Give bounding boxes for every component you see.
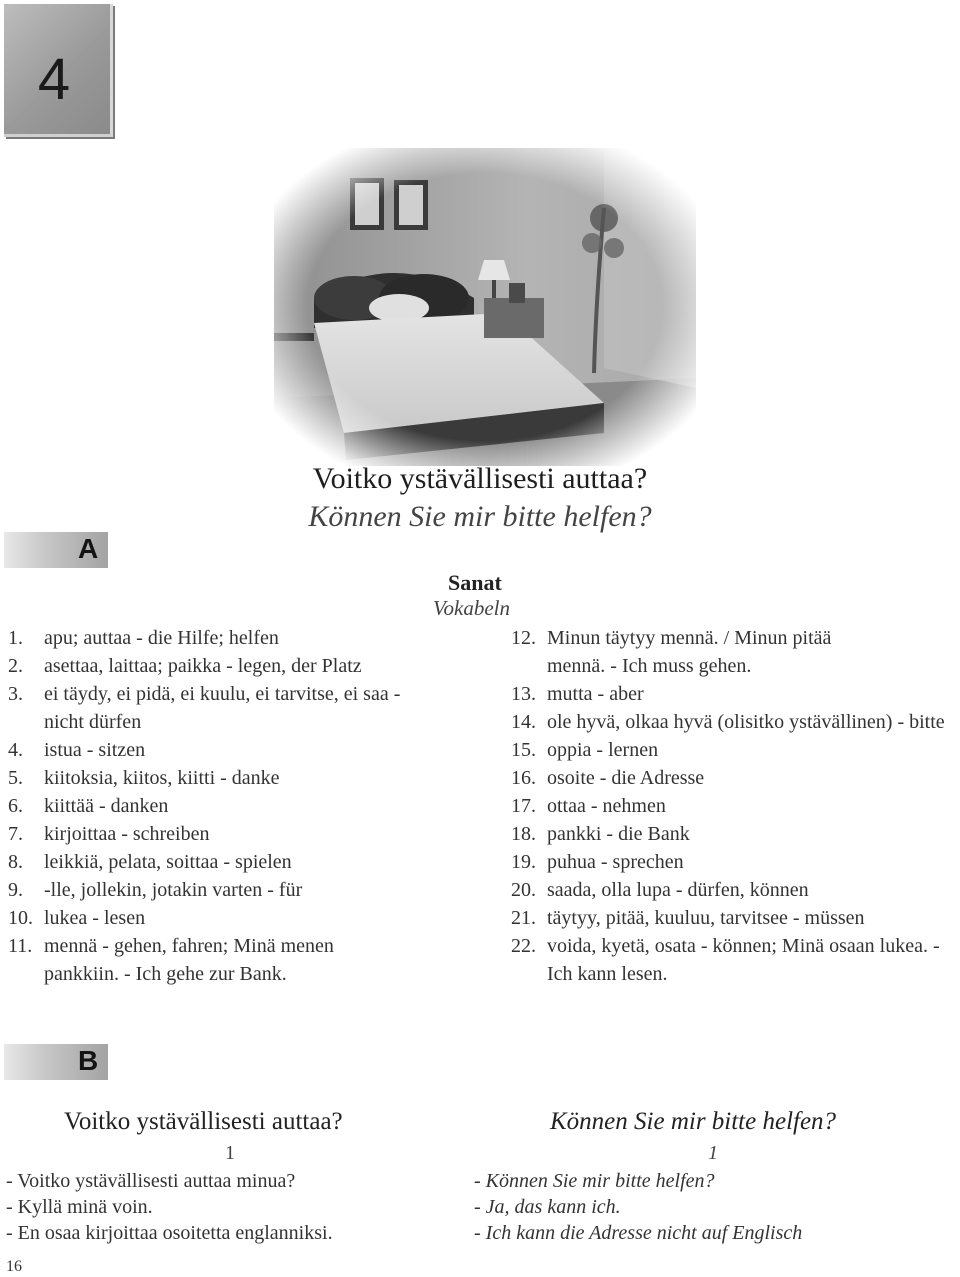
dialogue-title-finnish: Voitko ystävällisesti auttaa? [64, 1108, 343, 1135]
item-number: 9. [8, 879, 23, 901]
item-number: 18. [511, 823, 536, 845]
item-number: 6. [8, 795, 23, 817]
dialogue-line: - Ich kann die Adresse nicht auf Englisch [474, 1222, 803, 1244]
item-text: kiittää - danken [44, 795, 169, 817]
item-number: 19. [511, 851, 536, 873]
item-number: 8. [8, 851, 23, 873]
item-text: ei täydy, ei pidä, ei kuulu, ei tarvitse, ei saa - nicht dürfen [44, 683, 401, 733]
dialogue-number-german: 1 [708, 1142, 718, 1164]
item-number: 14. [511, 711, 536, 733]
item-number: 3. [8, 683, 23, 705]
dialogue-title-german: Können Sie mir bitte helfen? [550, 1108, 837, 1135]
list-item [8, 876, 448, 904]
list-item [511, 792, 960, 820]
list-item [511, 904, 960, 932]
item-text: apu; auttaa - die Hilfe; helfen [44, 627, 279, 649]
dialogue-line: - Können Sie mir bitte helfen? [474, 1170, 715, 1192]
item-text: oppia - lernen [547, 739, 659, 761]
title-finnish: Voitko ystävällisesti auttaa? [312, 462, 648, 495]
item-number: 7. [8, 823, 23, 845]
list-item [511, 932, 947, 988]
dialogue-lines-finnish [6, 1168, 446, 1246]
item-number: 10. [8, 907, 33, 929]
item-number: 20. [511, 879, 536, 901]
item-number: 22. [511, 935, 536, 957]
item-text: lukea - lesen [44, 907, 146, 929]
section-letter: B [78, 1045, 99, 1076]
item-text: pankki - die Bank [547, 823, 690, 845]
item-text: -lle, jollekin, jotakin varten - für [44, 879, 303, 901]
item-number: 16. [511, 767, 536, 789]
item-number: 17. [511, 795, 536, 817]
item-number: 11. [8, 935, 33, 957]
list-item [8, 904, 448, 932]
item-number: 2. [8, 655, 23, 677]
vocab-list-right [511, 624, 960, 988]
dialogue-line: - Kyllä minä voin. [6, 1196, 153, 1218]
item-text: täytyy, pitää, kuuluu, tarvitsee - müssen [547, 907, 865, 929]
item-number: 13. [511, 683, 536, 705]
vocab-heading: Sanat [448, 570, 502, 595]
list-item [511, 876, 960, 904]
item-number: 4. [8, 739, 23, 761]
item-number: 12. [511, 627, 536, 649]
section-letter: A [78, 533, 99, 564]
title-german: Können Sie mir bitte helfen? [308, 500, 652, 533]
dialogue-line: - En osaa kirjoittaa osoitetta englanniksi. [6, 1222, 333, 1244]
item-text: ottaa - nehmen [547, 795, 666, 817]
item-text: asettaa, laittaa; paikka - legen, der Platz [44, 655, 362, 677]
vocab-subheading: Vokabeln [433, 596, 510, 620]
list-item [8, 736, 448, 764]
bedroom-photo [274, 148, 696, 466]
list-item [511, 624, 887, 680]
item-number: 1. [8, 627, 23, 649]
item-number: 5. [8, 767, 23, 789]
list-item [8, 764, 448, 792]
list-item [8, 680, 424, 736]
item-text: istua - sitzen [44, 739, 146, 761]
item-text: osoite - die Adresse [547, 767, 705, 789]
section-b-label [4, 1044, 108, 1080]
vocab-list-left [8, 624, 448, 988]
item-text: ole hyvä, olkaa hyvä (olisitko ystävällinen) - bitte [547, 711, 945, 733]
dialogue-number-finnish: 1 [225, 1142, 235, 1164]
dialogue-lines-german [474, 1168, 954, 1246]
list-item [8, 652, 448, 680]
list-item [8, 792, 448, 820]
item-text: voida, kyetä, osata - können; Minä osaan lukea. - Ich kann lesen. [547, 935, 940, 985]
list-item [511, 708, 957, 736]
list-item [511, 820, 960, 848]
list-item [511, 736, 960, 764]
item-text: puhua - sprechen [547, 851, 684, 873]
list-item [8, 820, 448, 848]
chapter-badge [4, 4, 113, 137]
list-item [8, 848, 448, 876]
list-item [511, 848, 960, 876]
list-item [511, 764, 960, 792]
item-text: Minun täytyy mennä. / Minun pitää mennä. - Ich muss gehen. [547, 627, 832, 677]
list-item [511, 680, 960, 708]
item-text: saada, olla lupa - dürfen, können [547, 879, 809, 901]
dialogue-line: - Voitko ystävällisesti auttaa minua? [6, 1170, 296, 1192]
dialogue-line: - Ja, das kann ich. [474, 1196, 621, 1218]
item-text: mennä - gehen, fahren; Minä menen pankkiin. - Ich gehe zur Bank. [44, 935, 334, 985]
page-number: 16 [6, 1258, 22, 1275]
chapter-number: 4 [37, 47, 71, 112]
item-text: kirjoittaa - schreiben [44, 823, 210, 845]
item-number: 21. [511, 907, 536, 929]
item-text: leikkiä, pelata, soittaa - spielen [44, 851, 292, 873]
item-number: 15. [511, 739, 536, 761]
list-item [8, 932, 404, 988]
item-text: mutta - aber [547, 683, 644, 705]
section-a-label [4, 532, 108, 568]
list-item [8, 624, 448, 652]
item-text: kiitoksia, kiitos, kiitti - danke [44, 767, 280, 789]
